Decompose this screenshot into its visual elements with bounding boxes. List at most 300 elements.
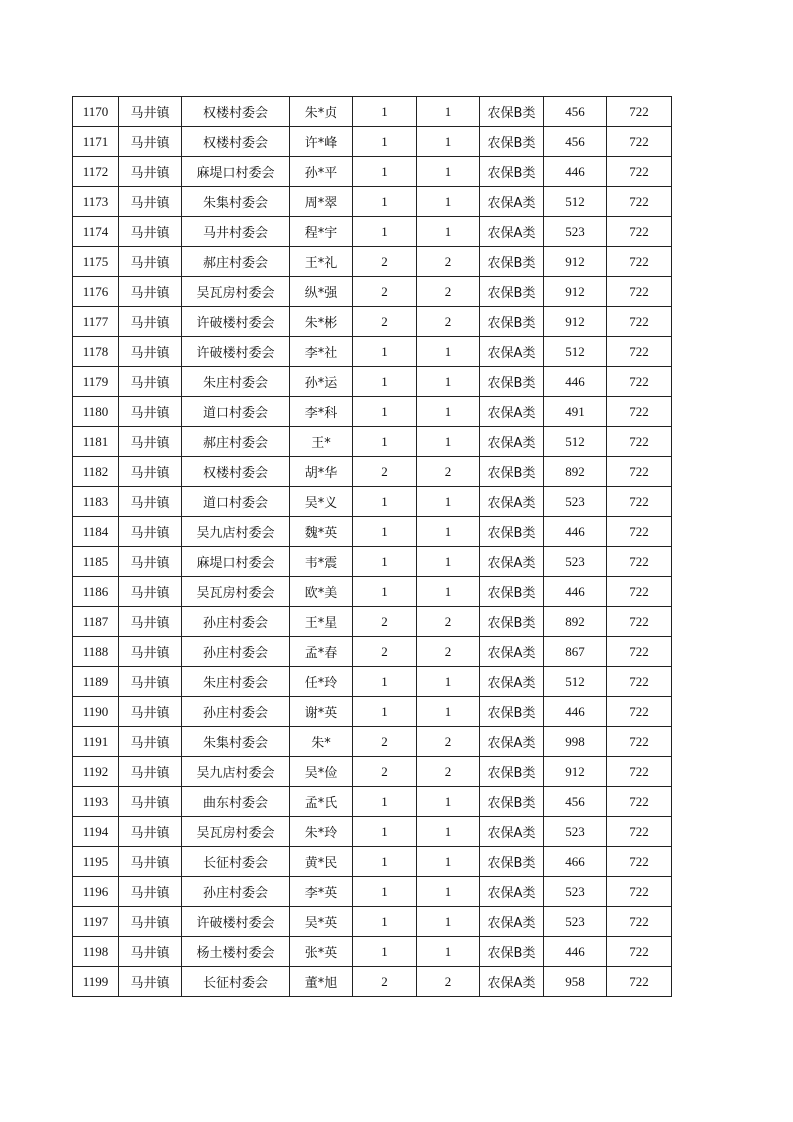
table-row [73,127,672,157]
cell-town: 马井镇 [119,217,182,247]
cell-standard-amount: 722 [607,547,672,577]
table-row [73,157,672,187]
cell-person-count: 1 [417,577,480,607]
cell-standard-amount: 722 [607,847,672,877]
cell-household-count: 1 [353,817,417,847]
cell-village-committee: 吴瓦房村委会 [182,817,290,847]
cell-town: 马井镇 [119,397,182,427]
cell-household-count: 1 [353,127,417,157]
cell-person-name: 朱*彬 [290,307,353,337]
cell-person-count: 2 [417,607,480,637]
cell-village-committee: 孙庄村委会 [182,697,290,727]
table-row [73,667,672,697]
cell-row-number: 1182 [73,457,119,487]
cell-standard-amount: 722 [607,307,672,337]
cell-amount: 912 [544,757,607,787]
cell-standard-amount: 722 [607,517,672,547]
table-row [73,967,672,997]
table-row [73,847,672,877]
cell-standard-amount: 722 [607,127,672,157]
cell-row-number: 1177 [73,307,119,337]
cell-town: 马井镇 [119,787,182,817]
cell-insurance-category: 农保B类 [480,127,544,157]
cell-household-count: 2 [353,277,417,307]
cell-town: 马井镇 [119,847,182,877]
cell-amount: 958 [544,967,607,997]
table-row [73,427,672,457]
cell-village-committee: 郝庄村委会 [182,247,290,277]
cell-amount: 912 [544,247,607,277]
cell-amount: 912 [544,307,607,337]
cell-person-name: 黄*民 [290,847,353,877]
cell-person-count: 1 [417,667,480,697]
table-row [73,217,672,247]
cell-row-number: 1198 [73,937,119,967]
cell-insurance-category: 农保A类 [480,667,544,697]
cell-row-number: 1187 [73,607,119,637]
cell-person-count: 1 [417,787,480,817]
cell-row-number: 1190 [73,697,119,727]
cell-standard-amount: 722 [607,697,672,727]
cell-village-committee: 孙庄村委会 [182,637,290,667]
cell-town: 马井镇 [119,97,182,127]
cell-person-name: 李*英 [290,877,353,907]
cell-village-committee: 长征村委会 [182,847,290,877]
cell-person-count: 1 [417,697,480,727]
cell-amount: 523 [544,217,607,247]
cell-person-count: 1 [417,547,480,577]
cell-village-committee: 许破楼村委会 [182,307,290,337]
cell-person-count: 2 [417,967,480,997]
cell-village-committee: 长征村委会 [182,967,290,997]
table-row [73,757,672,787]
cell-standard-amount: 722 [607,667,672,697]
cell-row-number: 1175 [73,247,119,277]
cell-person-name: 孙*运 [290,367,353,397]
cell-household-count: 2 [353,607,417,637]
cell-person-name: 李*科 [290,397,353,427]
cell-insurance-category: 农保A类 [480,817,544,847]
cell-town: 马井镇 [119,727,182,757]
table-row [73,727,672,757]
table-row [73,247,672,277]
table-row [73,367,672,397]
cell-row-number: 1195 [73,847,119,877]
cell-person-name: 张*英 [290,937,353,967]
cell-household-count: 1 [353,487,417,517]
cell-insurance-category: 农保A类 [480,967,544,997]
cell-insurance-category: 农保A类 [480,547,544,577]
cell-standard-amount: 722 [607,967,672,997]
cell-amount: 523 [544,547,607,577]
cell-person-count: 1 [417,817,480,847]
cell-insurance-category: 农保A类 [480,397,544,427]
cell-household-count: 2 [353,307,417,337]
cell-row-number: 1173 [73,187,119,217]
cell-standard-amount: 722 [607,277,672,307]
cell-town: 马井镇 [119,157,182,187]
cell-person-count: 1 [417,337,480,367]
cell-row-number: 1178 [73,337,119,367]
cell-insurance-category: 农保A类 [480,877,544,907]
cell-person-name: 朱*玲 [290,817,353,847]
cell-household-count: 1 [353,547,417,577]
cell-village-committee: 吴瓦房村委会 [182,277,290,307]
cell-row-number: 1188 [73,637,119,667]
cell-person-count: 2 [417,757,480,787]
cell-household-count: 1 [353,187,417,217]
cell-insurance-category: 农保B类 [480,577,544,607]
cell-person-name: 朱* [290,727,353,757]
cell-household-count: 1 [353,697,417,727]
cell-person-name: 韦*震 [290,547,353,577]
cell-household-count: 1 [353,877,417,907]
cell-person-count: 2 [417,727,480,757]
cell-standard-amount: 722 [607,907,672,937]
cell-town: 马井镇 [119,877,182,907]
cell-row-number: 1186 [73,577,119,607]
cell-town: 马井镇 [119,367,182,397]
cell-person-count: 1 [417,937,480,967]
cell-insurance-category: 农保B类 [480,307,544,337]
cell-person-name: 纵*强 [290,277,353,307]
cell-town: 马井镇 [119,547,182,577]
cell-village-committee: 道口村委会 [182,397,290,427]
cell-row-number: 1184 [73,517,119,547]
cell-standard-amount: 722 [607,937,672,967]
cell-amount: 446 [544,697,607,727]
cell-amount: 867 [544,637,607,667]
cell-amount: 892 [544,457,607,487]
cell-amount: 512 [544,667,607,697]
cell-amount: 456 [544,97,607,127]
cell-row-number: 1170 [73,97,119,127]
cell-village-committee: 许破楼村委会 [182,337,290,367]
cell-amount: 523 [544,907,607,937]
table-row [73,337,672,367]
cell-household-count: 1 [353,367,417,397]
cell-standard-amount: 722 [607,457,672,487]
cell-row-number: 1191 [73,727,119,757]
cell-person-count: 1 [417,367,480,397]
cell-insurance-category: 农保A类 [480,637,544,667]
cell-person-count: 1 [417,397,480,427]
cell-person-name: 王*礼 [290,247,353,277]
table-row [73,457,672,487]
cell-town: 马井镇 [119,637,182,667]
cell-amount: 523 [544,487,607,517]
cell-person-count: 1 [417,847,480,877]
cell-standard-amount: 722 [607,247,672,277]
cell-town: 马井镇 [119,577,182,607]
cell-household-count: 1 [353,937,417,967]
table-row [73,637,672,667]
cell-person-count: 1 [417,187,480,217]
table-row [73,817,672,847]
cell-person-name: 孟*氏 [290,787,353,817]
cell-insurance-category: 农保B类 [480,457,544,487]
cell-row-number: 1196 [73,877,119,907]
cell-town: 马井镇 [119,967,182,997]
cell-insurance-category: 农保B类 [480,757,544,787]
cell-row-number: 1171 [73,127,119,157]
cell-town: 马井镇 [119,247,182,277]
cell-standard-amount: 722 [607,607,672,637]
table-body [73,97,672,997]
table-row [73,577,672,607]
cell-person-count: 1 [417,157,480,187]
cell-village-committee: 杨土楼村委会 [182,937,290,967]
cell-person-count: 1 [417,877,480,907]
cell-amount: 512 [544,427,607,457]
cell-insurance-category: 农保B类 [480,157,544,187]
cell-household-count: 1 [353,427,417,457]
cell-village-committee: 权楼村委会 [182,97,290,127]
cell-person-name: 任*玲 [290,667,353,697]
cell-insurance-category: 农保B类 [480,607,544,637]
cell-person-count: 1 [417,487,480,517]
cell-standard-amount: 722 [607,217,672,247]
cell-row-number: 1176 [73,277,119,307]
cell-town: 马井镇 [119,457,182,487]
cell-town: 马井镇 [119,307,182,337]
cell-person-name: 许*峰 [290,127,353,157]
cell-village-committee: 朱庄村委会 [182,667,290,697]
cell-amount: 466 [544,847,607,877]
cell-village-committee: 朱集村委会 [182,187,290,217]
cell-row-number: 1189 [73,667,119,697]
cell-row-number: 1179 [73,367,119,397]
cell-village-committee: 吴九店村委会 [182,757,290,787]
cell-household-count: 2 [353,457,417,487]
cell-amount: 523 [544,817,607,847]
cell-household-count: 1 [353,667,417,697]
cell-person-count: 1 [417,97,480,127]
cell-row-number: 1180 [73,397,119,427]
cell-village-committee: 吴瓦房村委会 [182,577,290,607]
cell-person-count: 1 [417,907,480,937]
cell-standard-amount: 722 [607,157,672,187]
cell-standard-amount: 722 [607,637,672,667]
cell-insurance-category: 农保A类 [480,427,544,457]
cell-person-name: 董*旭 [290,967,353,997]
cell-person-name: 孟*春 [290,637,353,667]
cell-town: 马井镇 [119,697,182,727]
cell-amount: 456 [544,127,607,157]
table-row [73,877,672,907]
cell-row-number: 1199 [73,967,119,997]
table-row [73,547,672,577]
cell-insurance-category: 农保A类 [480,187,544,217]
cell-person-name: 王*星 [290,607,353,637]
cell-insurance-category: 农保B类 [480,847,544,877]
cell-standard-amount: 722 [607,727,672,757]
cell-insurance-category: 农保A类 [480,907,544,937]
cell-person-name: 胡*华 [290,457,353,487]
cell-village-committee: 孙庄村委会 [182,877,290,907]
cell-standard-amount: 722 [607,367,672,397]
cell-town: 马井镇 [119,667,182,697]
cell-village-committee: 曲东村委会 [182,787,290,817]
table-row [73,607,672,637]
cell-insurance-category: 农保B类 [480,247,544,277]
table-row [73,937,672,967]
cell-town: 马井镇 [119,127,182,157]
cell-person-count: 1 [417,517,480,547]
cell-household-count: 1 [353,97,417,127]
cell-village-committee: 权楼村委会 [182,457,290,487]
cell-town: 马井镇 [119,487,182,517]
cell-household-count: 1 [353,397,417,427]
table-row [73,307,672,337]
cell-insurance-category: 农保A类 [480,487,544,517]
cell-town: 马井镇 [119,817,182,847]
cell-row-number: 1193 [73,787,119,817]
cell-amount: 523 [544,877,607,907]
cell-person-name: 孙*平 [290,157,353,187]
cell-village-committee: 麻堤口村委会 [182,157,290,187]
cell-standard-amount: 722 [607,577,672,607]
cell-village-committee: 马井村委会 [182,217,290,247]
table-row [73,697,672,727]
cell-village-committee: 麻堤口村委会 [182,547,290,577]
cell-town: 马井镇 [119,757,182,787]
cell-person-name: 王* [290,427,353,457]
cell-village-committee: 朱集村委会 [182,727,290,757]
cell-row-number: 1194 [73,817,119,847]
table-row [73,787,672,817]
cell-insurance-category: 农保A类 [480,337,544,367]
cell-amount: 512 [544,187,607,217]
cell-row-number: 1185 [73,547,119,577]
cell-amount: 446 [544,367,607,397]
cell-household-count: 1 [353,787,417,817]
cell-person-count: 2 [417,277,480,307]
cell-household-count: 1 [353,217,417,247]
cell-insurance-category: 农保B类 [480,97,544,127]
cell-row-number: 1174 [73,217,119,247]
cell-standard-amount: 722 [607,817,672,847]
cell-town: 马井镇 [119,607,182,637]
cell-person-name: 吴*义 [290,487,353,517]
cell-household-count: 1 [353,907,417,937]
cell-household-count: 1 [353,337,417,367]
cell-insurance-category: 农保B类 [480,277,544,307]
cell-town: 马井镇 [119,337,182,367]
cell-person-name: 欧*美 [290,577,353,607]
cell-person-count: 2 [417,247,480,277]
cell-amount: 491 [544,397,607,427]
cell-household-count: 2 [353,637,417,667]
cell-person-name: 程*宇 [290,217,353,247]
cell-person-count: 1 [417,427,480,457]
cell-household-count: 1 [353,157,417,187]
cell-village-committee: 许破楼村委会 [182,907,290,937]
cell-amount: 892 [544,607,607,637]
cell-amount: 446 [544,157,607,187]
cell-person-count: 2 [417,457,480,487]
cell-person-name: 谢*英 [290,697,353,727]
cell-insurance-category: 农保B类 [480,787,544,817]
cell-row-number: 1181 [73,427,119,457]
cell-insurance-category: 农保A类 [480,727,544,757]
cell-insurance-category: 农保B类 [480,367,544,397]
cell-person-name: 李*社 [290,337,353,367]
cell-amount: 446 [544,937,607,967]
cell-amount: 512 [544,337,607,367]
cell-standard-amount: 722 [607,337,672,367]
cell-standard-amount: 722 [607,877,672,907]
table-row [73,487,672,517]
cell-town: 马井镇 [119,937,182,967]
cell-standard-amount: 722 [607,187,672,217]
cell-town: 马井镇 [119,277,182,307]
cell-person-name: 吴*英 [290,907,353,937]
cell-person-count: 2 [417,637,480,667]
cell-household-count: 2 [353,727,417,757]
cell-village-committee: 道口村委会 [182,487,290,517]
cell-standard-amount: 722 [607,757,672,787]
cell-amount: 446 [544,577,607,607]
cell-village-committee: 朱庄村委会 [182,367,290,397]
cell-insurance-category: 农保B类 [480,937,544,967]
cell-amount: 998 [544,727,607,757]
cell-person-count: 1 [417,217,480,247]
cell-village-committee: 郝庄村委会 [182,427,290,457]
table-row [73,517,672,547]
table-row [73,907,672,937]
cell-row-number: 1183 [73,487,119,517]
cell-row-number: 1172 [73,157,119,187]
cell-household-count: 1 [353,847,417,877]
cell-person-name: 朱*贞 [290,97,353,127]
cell-person-count: 2 [417,307,480,337]
cell-standard-amount: 722 [607,787,672,817]
cell-insurance-category: 农保B类 [480,697,544,727]
cell-standard-amount: 722 [607,427,672,457]
cell-person-name: 魏*英 [290,517,353,547]
cell-household-count: 2 [353,247,417,277]
cell-standard-amount: 722 [607,397,672,427]
cell-person-count: 1 [417,127,480,157]
cell-row-number: 1197 [73,907,119,937]
cell-insurance-category: 农保A类 [480,217,544,247]
cell-standard-amount: 722 [607,97,672,127]
cell-town: 马井镇 [119,517,182,547]
cell-town: 马井镇 [119,187,182,217]
cell-amount: 446 [544,517,607,547]
cell-village-committee: 孙庄村委会 [182,607,290,637]
cell-person-name: 吴*俭 [290,757,353,787]
cell-standard-amount: 722 [607,487,672,517]
cell-amount: 912 [544,277,607,307]
roster-table [72,96,672,997]
cell-insurance-category: 农保B类 [480,517,544,547]
cell-household-count: 2 [353,757,417,787]
cell-town: 马井镇 [119,427,182,457]
table-row [73,187,672,217]
table-row [73,397,672,427]
cell-person-name: 周*翠 [290,187,353,217]
table-row [73,277,672,307]
cell-household-count: 1 [353,517,417,547]
cell-household-count: 2 [353,967,417,997]
cell-amount: 456 [544,787,607,817]
cell-town: 马井镇 [119,907,182,937]
cell-household-count: 1 [353,577,417,607]
cell-village-committee: 权楼村委会 [182,127,290,157]
table-row [73,97,672,127]
